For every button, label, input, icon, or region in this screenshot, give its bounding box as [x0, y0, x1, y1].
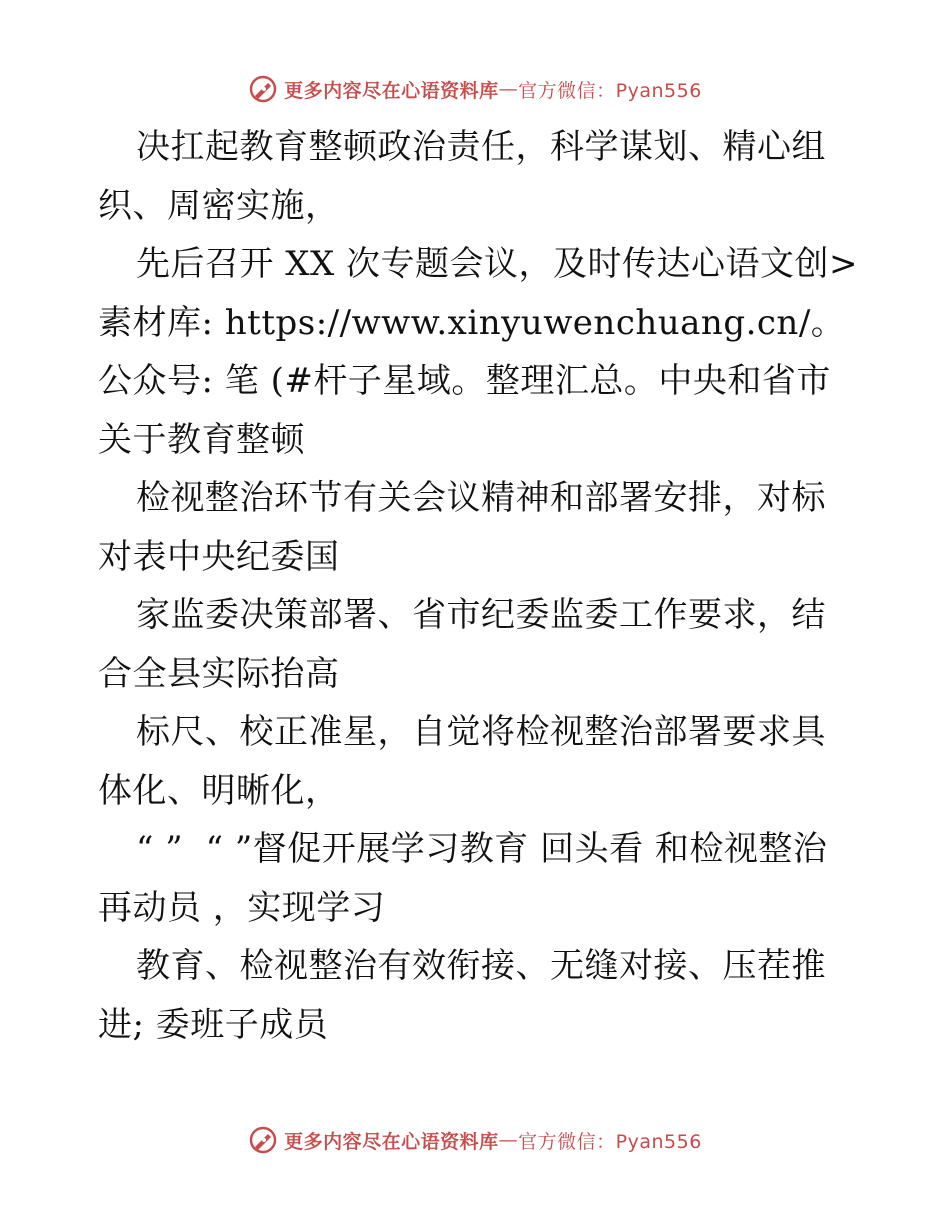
header-separator: —: [498, 78, 519, 100]
page-footer: [0, 1125, 950, 1155]
header-site-text: 更多内容尽在心语资料库: [284, 79, 499, 102]
footer-site-text: 更多内容尽在心语资料库: [284, 1130, 499, 1153]
paragraph-2: 先后召开 XX 次专题会议，及时传达心语文创>素材库: https://www.xinyuwenchuang.cn/。公众号: 笔 (#杆子星域。整理汇总。中央和省市关于教育整顿: [98, 244, 859, 460]
page-header: [0, 74, 950, 104]
document-body: [98, 118, 858, 1054]
pen-nib-circle-icon: [248, 1125, 278, 1155]
header-wechat-text: 官方微信：Pyan556: [518, 79, 702, 102]
footer-wechat-text: 官方微信：Pyan556: [518, 1130, 702, 1153]
paragraph-4: 家监委决策部署、省市纪委监委工作要求，结合全县实际抬高: [98, 595, 826, 694]
paragraph-7: 教育、检视整治有效衔接、无缝对接、压茬推进; 委班子成员: [98, 946, 826, 1045]
paragraph-5: 标尺、校正准星，自觉将检视整治部署要求具体化、明晰化，: [98, 712, 826, 811]
pen-nib-circle-icon: [248, 74, 278, 104]
paragraph-1: 决扛起教育整顿政治责任，科学谋划、精心组织、周密实施，: [98, 127, 826, 226]
paragraph-6: “ ” “ ”督促开展学习教育 回头看 和检视整治 再动员 ，实现学习: [98, 829, 839, 928]
paragraph-3: 检视整治环节有关会议精神和部署安排，对标对表中央纪委国: [98, 478, 826, 577]
footer-separator: —: [498, 1129, 519, 1151]
